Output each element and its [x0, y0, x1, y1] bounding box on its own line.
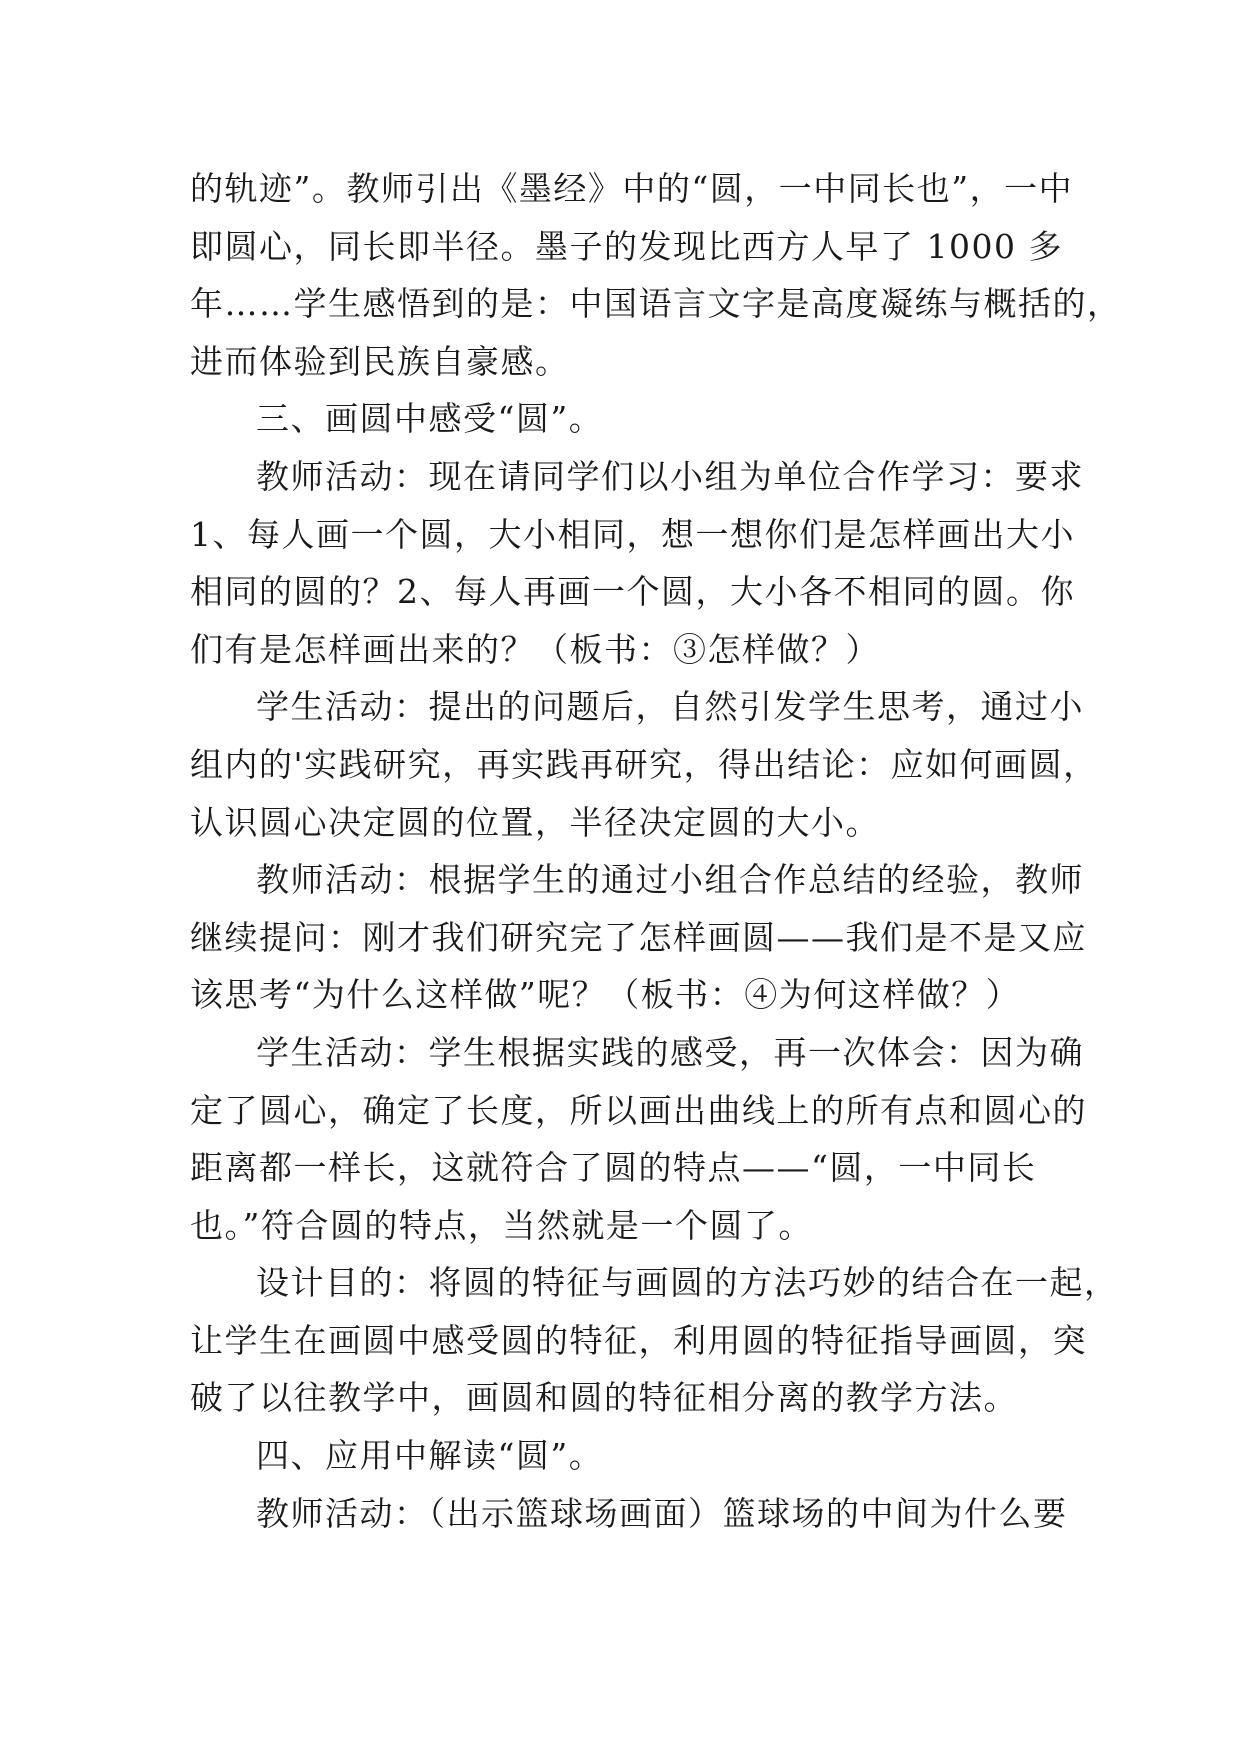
text-line: 们有是怎样画出来的？（板书：③怎样做？）	[190, 629, 880, 669]
text-line: 学生活动：学生根据实践的感受，再一次体会：因为确	[256, 1032, 1084, 1072]
text-line: 年……学生感悟到的是：中国语言文字是高度凝练与概括的，	[190, 284, 1122, 324]
body-text	[190, 160, 1122, 1542]
text-line: 让学生在画圆中感受圆的特征，利用圆的特征指导画圆，突	[190, 1320, 1087, 1360]
text-line: 的轨迹”。教师引出《墨经》中的“圆，一中同长也”，一中	[190, 169, 1074, 208]
text-line: 相同的圆的？2、每人再画一个圆，大小各不相同的圆。你	[190, 572, 1075, 612]
text-line: 继续提问：刚才我们研究完了怎样画圆——我们是不是又应	[190, 917, 1087, 957]
text-line: 认识圆心决定圆的位置，半径决定圆的大小。	[190, 802, 880, 842]
text-line: 破了以往教学中，画圆和圆的特征相分离的教学方法。	[190, 1378, 1018, 1418]
text-line: 1、每人画一个圆，大小相同，想一想你们是怎样画出大小	[190, 514, 1075, 554]
text-line: 学生活动：提出的问题后，自然引发学生思考，通过小	[256, 687, 1084, 727]
section-heading: 四、应用中解读“圆”。	[256, 1436, 604, 1476]
section-heading: 三、画圆中感受“圆”。	[256, 399, 604, 439]
text-line: 教师活动：现在请同学们以小组为单位合作学习：要求	[256, 456, 1084, 496]
text-line: 该思考“为什么这样做”呢？（板书：④为何这样做？）	[190, 975, 1021, 1015]
text-line: 教师活动：根据学生的通过小组合作总结的经验，教师	[256, 860, 1084, 900]
text-line: 组内的'实践研究，再实践再研究，得出结论：应如何画圆，	[190, 744, 1098, 784]
text-line: 即圆心，同长即半径。墨子的发现比西方人早了 1000 多	[190, 226, 1063, 266]
text-line: 距离都一样长，这就符合了圆的特点——“圆，一中同长	[190, 1148, 1037, 1188]
text-line: 定了圆心，确定了长度，所以画出曲线上的所有点和圆心的	[190, 1090, 1087, 1130]
text-line: 进而体验到民族自豪感。	[190, 341, 570, 381]
text-line: 设计目的：将圆的特征与画圆的方法巧妙的结合在一起，	[256, 1263, 1119, 1303]
text-line: 教师活动：（出示篮球场画面）篮球场的中间为什么要	[256, 1493, 1068, 1533]
text-line: 也。”符合圆的特点，当然就是一个圆了。	[190, 1205, 813, 1245]
